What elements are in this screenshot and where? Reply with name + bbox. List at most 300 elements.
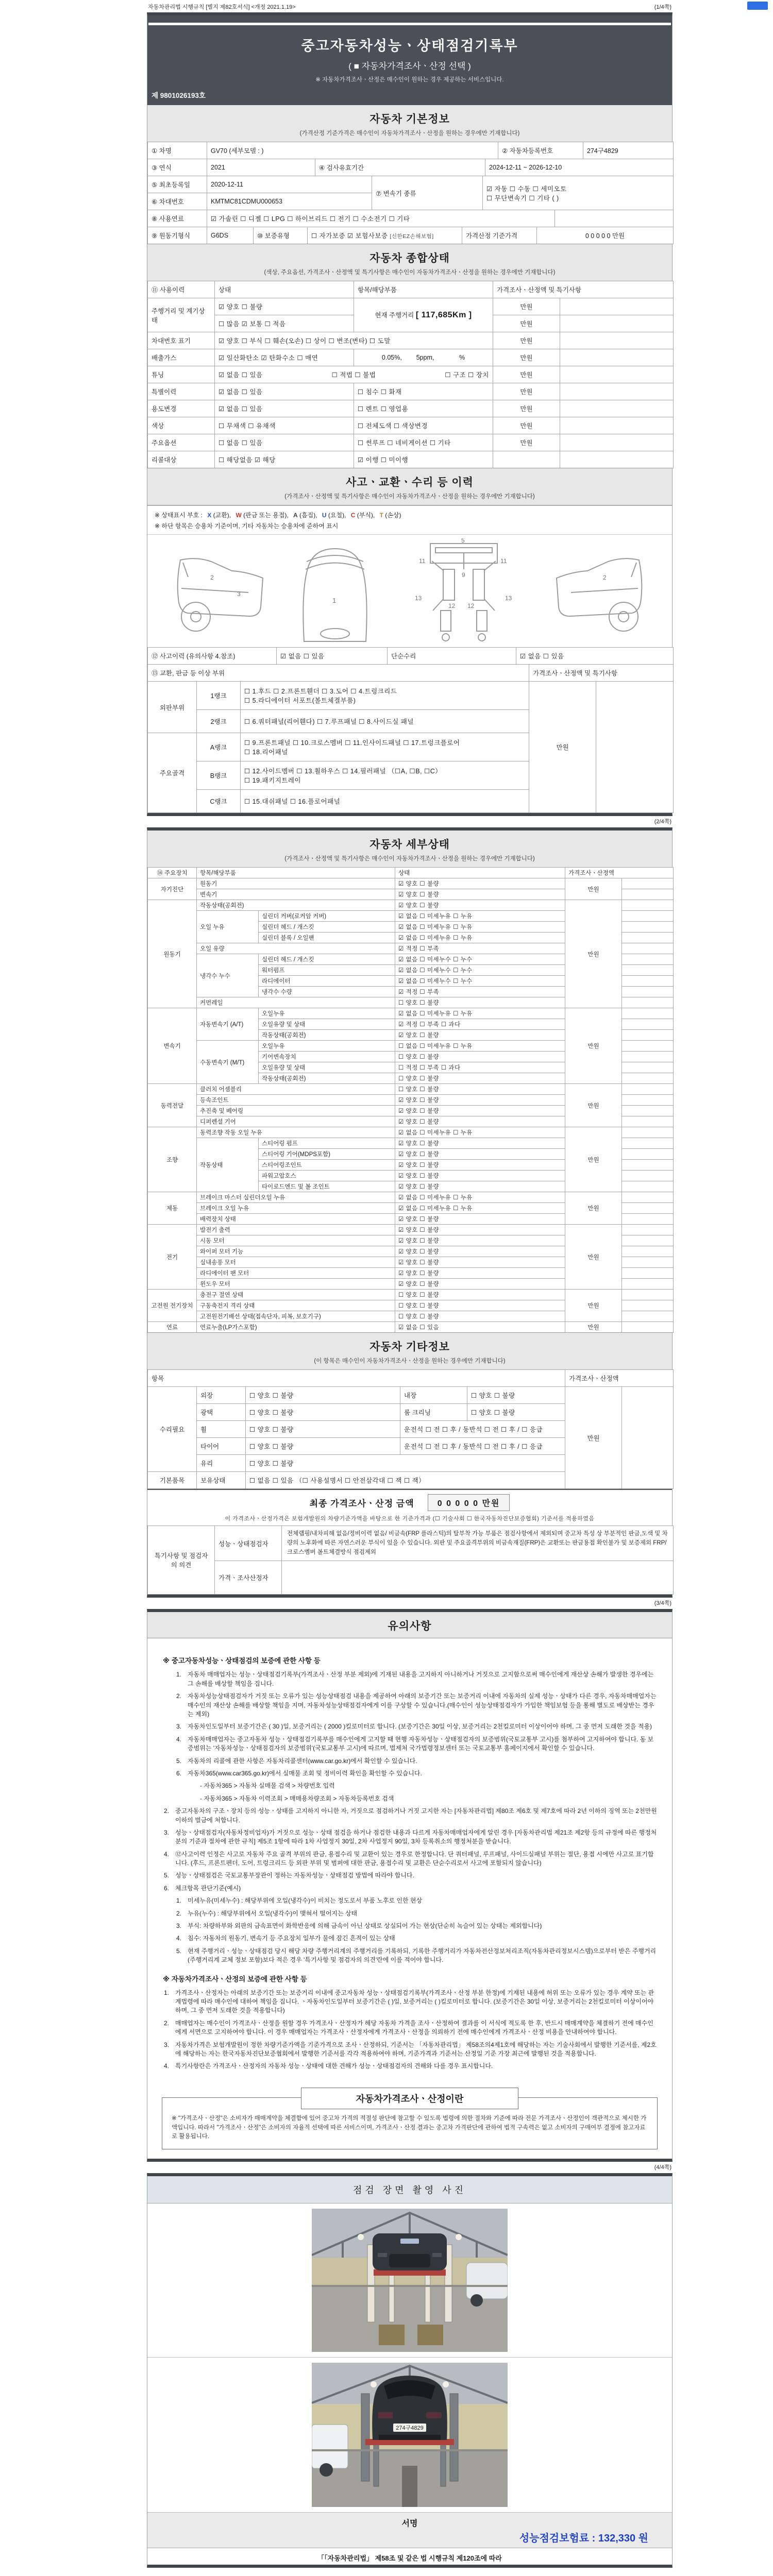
dt-tail <box>622 878 674 889</box>
dt-state chk[interactable]: ☐ 양호 ☐ 불량 <box>395 1300 565 1311</box>
vin-mark-label: 차대번호 표기 <box>148 332 215 349</box>
notice-item: 5. 현재 주행거리ㆍ성능ㆍ상태점검 당시 해당 차량 주행거리계의 주행거리를 기록하되, 기록한 주행거리가 자동차전산정보처리조직(자동차관리정보시스템)으로부터 받은 주행거리(주행거리계 교체 정보 포함)보다 적은 경우 '특기사항 및 점검자의 의견'란에 이를 적어야 합니다. <box>176 1947 657 1964</box>
dt-state chk[interactable]: ☑ 양호 ☐ 불량 <box>395 1160 565 1171</box>
etc-price: 만원 <box>565 1387 622 1489</box>
title-banner <box>147 15 672 105</box>
dt-tail <box>622 933 674 943</box>
final-price-block <box>147 1489 672 1526</box>
dt-state chk[interactable]: ☑ 없음 ☐ 미세누유 ☐ 누유 <box>395 922 565 933</box>
dt-tail <box>622 1073 674 1084</box>
infobox-body: ※ "가격조사ㆍ산정"은 소비자가 매매계약을 체결함에 있어 중고차 가격의 적절성 판단에 참고할 수 있도록 법령에 의한 절차와 기준에 따라 전문 가격조사ㆍ산정인이 객관적으로 제시한 가액입니다. 따라서 "가격조사ㆍ산정"은 소비자의 자율적 선택에 따른 서비스이며, 가격조사ㆍ산정 결과는 중고차 가격판단에 관하여 법적 구속력은 없고 소비자의 구매여부 결정에 참고자료로 활용됩니다. <box>172 2115 647 2140</box>
section-summary-note: (색상, 주요옵션, 가격조사ㆍ산정액 및 특기사항은 매수인이 자동차가격조사ㆍ산정을 원하는 경우에만 기재합니다) <box>264 269 556 276</box>
tuning-price: 만원 <box>493 366 560 383</box>
dt-state chk[interactable]: ☑ 적정 ☐ 부족 <box>395 943 565 954</box>
special-history-note <box>560 383 674 400</box>
recall-done[interactable]: ☑ 이행 ☐ 미이행 <box>354 451 493 468</box>
section-detail-note: (가격조사ㆍ산정액 및 특기사항은 매수인이 자동차가격조사ㆍ산정을 원하는 경우에만 기재합니다) <box>284 856 535 862</box>
dt-state chk[interactable]: ☑ 없음 ☐ 미세누유 ☐ 누유 <box>395 1192 565 1203</box>
exterior-state[interactable]: ☐ 양호 ☐ 불량 <box>246 1387 400 1404</box>
glass-label: 유리 <box>197 1455 246 1472</box>
rankC-items[interactable]: ☐ 15.대쉬패널 ☐ 16.플로어패널 <box>241 790 529 813</box>
notices-header <box>147 1612 672 1638</box>
dt-state chk[interactable]: ☑ 양호 ☐ 불량 <box>395 1171 565 1181</box>
dt-state chk[interactable]: ☑ 없음 ☐ 있음 <box>395 1322 565 1333</box>
notice-item: 1. 자동차 매매업자는 성능ㆍ상태점검기록부(가격조사ㆍ산정 부분 제외)에 기재된 내용을 고지하지 아니하거나 거짓으로 고지함으로써 매수인에게 재산상 손해가 발생한 경우에는 그 손해를 배상할 책임을 집니다. <box>176 1671 654 1687</box>
vin-value: KMTMC81CDMU000653 <box>207 193 372 210</box>
notice-item: - 자동차365 > 자동차 실매물 검색 > 차량번호 입력 <box>200 1782 335 1790</box>
dt-item: 연료누출(LP가스포함) <box>197 1322 395 1333</box>
dt-tail <box>622 1084 674 1095</box>
svg-text:11: 11 <box>419 557 426 565</box>
dt-tail <box>622 922 674 933</box>
polish-label: 광택 <box>197 1404 246 1421</box>
model-year-value: 2021 <box>207 159 315 176</box>
dt-tail <box>622 1192 674 1203</box>
dt-tail <box>622 1203 674 1214</box>
dt-state chk[interactable]: ☑ 없음 ☐ 미세누유 ☐ 누유 <box>395 1203 565 1214</box>
dt-item: 실린더 헤드 / 개스킷 <box>259 922 395 933</box>
dt-tail <box>622 1300 674 1311</box>
appraiser-label: 가격ㆍ조사산정자 <box>215 1561 282 1595</box>
recall-state[interactable]: ☐ 해당없음 ☑ 해당 <box>215 451 354 468</box>
status-code-letter: A <box>293 512 298 519</box>
options-state[interactable]: ☐ 없음 ☐ 있음 <box>215 434 354 451</box>
dt-item: 변속기 <box>197 889 395 900</box>
dt-tail <box>622 1225 674 1235</box>
dt-tail <box>622 1322 674 1333</box>
tire-label: 타이어 <box>197 1438 246 1455</box>
dt-state chk[interactable]: ☑ 양호 ☐ 불량 <box>395 1030 565 1041</box>
dt-item: 브레이크 오일 누유 <box>197 1203 395 1214</box>
special-history-kind[interactable]: ☐ 침수 ☐ 화재 <box>354 383 493 400</box>
page-1 <box>147 12 673 816</box>
tuning-state[interactable] <box>215 366 493 383</box>
dt-state chk[interactable]: ☑ 없음 ☐ 미세누유 ☐ 누유 <box>395 933 565 943</box>
dt-group: 조향 <box>148 1127 197 1192</box>
dt-state chk[interactable]: ☑ 없음 ☐ 미세누수 ☐ 누수 <box>395 976 565 987</box>
dt-item: 구동축전지 격리 상태 <box>197 1300 395 1311</box>
mileage-note-1 <box>560 298 674 315</box>
summary-col-state: 상태 <box>215 281 354 298</box>
dt-state chk[interactable]: ☑ 없음 ☐ 미세누유 ☐ 누유 <box>395 1127 565 1138</box>
dt-state chk[interactable]: ☑ 양호 ☐ 불량 <box>395 1279 565 1290</box>
rank1-line1[interactable]: ☐ 1.후드 ☐ 2.프론트휀더 ☐ 3.도어 ☐ 4.트렁크리드 <box>244 688 397 695</box>
status-code-label: (판금 또는 용접), <box>241 512 291 519</box>
dt-item: 실린더 블록 / 오일팬 <box>259 933 395 943</box>
roomclean-state[interactable]: ☐ 양호 ☐ 불량 <box>467 1404 565 1421</box>
dt-item: 실내송풍 모터 <box>197 1257 395 1268</box>
dt-tail <box>622 1116 674 1127</box>
status-code-label: (손상) <box>383 512 401 519</box>
dt-state chk[interactable]: ☑ 양호 ☐ 불량 <box>395 1181 565 1192</box>
reg-number-label: ② 자동차등록번호 <box>498 142 583 159</box>
dt-item: 배력장치 상태 <box>197 1214 395 1225</box>
notice-item: 2. 중고자동차의 구조ㆍ장치 등의 성능ㆍ상태를 고지하지 아니한 자, 거짓으로 점검하거나 거짓 고지한 자는 [자동차관리법] 제80조 제6호 및 제7호에 따라 2년 이하의 징역 또는 2천만원 이하의 벌금에 처합니다. <box>164 1807 657 1824</box>
dt-price: 만원 <box>565 1225 622 1290</box>
model-year-label: ③ 연식 <box>148 159 207 176</box>
color-label: 색상 <box>148 417 215 434</box>
simple-repair-label: 단순수리 <box>388 648 516 665</box>
dt-tail <box>622 1095 674 1106</box>
holding-state[interactable]: ☐ 없음 ☐ 있음 （☐ 사용설명서 ☐ 안전삼각대 ☐ 잭 ☐ 잭） <box>246 1472 565 1489</box>
etc-col-item: 항목 <box>148 1370 565 1387</box>
car-name-label: ① 차명 <box>148 142 207 159</box>
notice-item: 4. 특기사항란은 가격조사ㆍ산정자의 자동차 성능ㆍ상태에 대한 견해가 성능ㆍ상태점검자의 견해와 다를 경우 표시합니다. <box>164 2062 493 2070</box>
appraiser-opinion <box>282 1561 674 1595</box>
first-reg-label: ⑤ 최초등록일 <box>148 176 207 193</box>
dt-item: 추진축 및 베어링 <box>197 1106 395 1116</box>
glass-state[interactable]: ☐ 양호 ☐ 불량 <box>246 1455 565 1472</box>
price-appraisal-infobox <box>162 2093 658 2149</box>
summary-col-usage: ⑪ 사용이력 <box>148 281 215 298</box>
options-label: 주요옵션 <box>148 434 215 451</box>
dt-tail <box>622 1127 674 1138</box>
dt-state chk[interactable]: ☑ 양호 ☐ 불량 <box>395 1246 565 1257</box>
dt-state chk[interactable]: ☐ 양호 ☐ 불량 <box>395 1290 565 1300</box>
basic-row-5 <box>147 227 674 244</box>
transmission-label: ⑦ 변속기 종류 <box>372 176 483 210</box>
frame-label: 주요골격 <box>148 733 197 813</box>
status-code-label: (부식), <box>355 512 377 519</box>
dt-group: 원동기 <box>148 900 197 1008</box>
dt-tail <box>622 1181 674 1192</box>
first-reg-value: 2020-12-11 <box>207 176 372 193</box>
dt-tail <box>622 954 674 965</box>
emission-note <box>560 349 674 366</box>
rankB-line2[interactable]: ☐ 19.패키지트레이 <box>244 777 301 784</box>
inspection-insurance-fee: 성능점검보험료 : 132,330 원 <box>519 2533 648 2545</box>
car-diagram-side-left <box>165 539 271 642</box>
special-history-label: 특별이력 <box>148 383 215 400</box>
rankB-items[interactable] <box>241 761 529 790</box>
car-diagram-front-top <box>291 538 379 644</box>
dt-state chk[interactable]: ☑ 양호 ☐ 불량 <box>395 1149 565 1160</box>
notice-item: 3. 자동차인도일부터 보증기간은 ( 30 )일, 보증거리는 ( 2000 )킬로미터로 합니다. (보증기간은 30일 이상, 보증거리는 2천킬로미터 이상이어야 하며, 그 중 먼저 도래한 것을 적용) <box>176 1723 652 1731</box>
tuning-label: 튜닝 <box>148 366 215 383</box>
status-code-letter: X <box>207 512 212 519</box>
rank1-line2[interactable]: ☐ 5.라디에이터 서포트(볼트체결부품) <box>244 697 356 704</box>
emission-state[interactable]: ☑ 일산화탄소 ☑ 탄화수소 ☐ 매연 <box>215 349 354 366</box>
dt-tail <box>622 889 674 900</box>
rankA-label: A랭크 <box>197 733 241 761</box>
dt-state chk[interactable]: ☑ 없음 ☐ 미세누수 ☐ 누수 <box>395 965 565 976</box>
dt-tail <box>622 987 674 997</box>
dt-state chk[interactable]: ☑ 양호 ☐ 불량 <box>395 889 565 900</box>
interior-state[interactable]: ☐ 양호 ☐ 불량 <box>467 1387 565 1404</box>
dt-tail <box>622 1214 674 1225</box>
viewer-corner-badge[interactable] <box>747 2 768 10</box>
dt-state chk[interactable]: ☑ 적정 ☐ 부족 <box>395 987 565 997</box>
dt-item: 라디에이터 팬 모터 <box>197 1268 395 1279</box>
dt-state chk[interactable]: ☐ 없음 ☐ 미세누유 ☐ 누유 <box>395 1041 565 1052</box>
wheel-state[interactable]: ☐ 양호 ☐ 불량 <box>246 1421 400 1438</box>
page-marker-1: (1/4쪽) <box>654 4 671 10</box>
dt-price: 만원 <box>565 900 622 1008</box>
dt-tail <box>622 1160 674 1171</box>
dt-item: 충전구 절연 상태 <box>197 1290 395 1300</box>
dt-item: 워터펌프 <box>259 965 395 976</box>
status-code-letter: C <box>350 512 356 519</box>
section-accident-title: 사고ㆍ교환ㆍ수리 등 이력 <box>346 477 474 488</box>
dt-state chk[interactable]: ☑ 양호 ☐ 불량 <box>395 1268 565 1279</box>
dt-state chk[interactable]: ☐ 양호 ☐ 불량 <box>395 1073 565 1084</box>
dt-sub: 오일 누유 <box>197 911 259 943</box>
summary-col-price: 가격조사ㆍ산정액 및 특기사항 <box>493 281 674 298</box>
etc-note <box>622 1387 674 1489</box>
final-price-note: 이 가격조사ㆍ산정가격은 보험개발원의 차량기준가액을 바탕으로 한 기준가격과 (☐ 기술사회 ☐ 한국자동차진단보증협회) 기준서를 적용하였음 <box>225 1516 595 1522</box>
tuning-exist[interactable]: ☑ 없음 ☐ 있음 <box>219 371 263 379</box>
engine-type-label: ⑨ 원동기형식 <box>148 227 207 244</box>
section-accident-header <box>147 468 672 505</box>
warranty-options[interactable]: ☐ 자가보증 ☑ 보험사보증 <box>311 232 388 240</box>
summary-col-item: 항목/해당부품 <box>354 281 493 298</box>
page-marker-2: (2/4쪽) <box>654 819 671 825</box>
mileage-price-1: 만원 <box>493 298 560 315</box>
recall-price <box>493 451 560 468</box>
polish-state[interactable]: ☐ 양호 ☐ 불량 <box>246 1404 400 1421</box>
notices-title: 유의사항 <box>388 1620 432 1633</box>
dt-item: 스티어링 기어(MDPS포함) <box>259 1149 395 1160</box>
dt-state chk[interactable]: ☐ 양호 ☐ 불량 <box>395 1052 565 1062</box>
inspection-period-value: 2024-12-11 ~ 2026-12-10 <box>485 159 674 176</box>
notice-heading: ※ 자동차가격조사ㆍ산정의 보증에 관한 사항 등 <box>163 1975 307 1983</box>
dt-state chk[interactable]: ☑ 양호 ☐ 불량 <box>395 878 565 889</box>
tuning-kind[interactable]: ☐ 구조 ☐ 장치 <box>445 371 489 379</box>
photo-rear-lift <box>312 2363 508 2507</box>
basic-row-2 <box>147 159 674 176</box>
dt-tail <box>622 911 674 922</box>
transmission-line-2[interactable]: ☐ 무단변속기 ☐ 기타 ( ) <box>486 194 559 202</box>
dt-state chk[interactable]: ☐ 양호 ☐ 불량 <box>395 1084 565 1095</box>
dt-tail <box>622 1235 674 1246</box>
svg-text:13: 13 <box>505 594 512 602</box>
photo-license-plate: 274구4829 <box>396 2425 424 2432</box>
dt-item: 오일유량 및 상태 <box>259 1019 395 1030</box>
color-kind[interactable]: ☐ 전체도색 ☐ 색상변경 <box>354 417 493 434</box>
transmission-checkboxes[interactable] <box>483 176 674 210</box>
remarks-table <box>147 1526 674 1595</box>
inspector-opinion: 전체랩핑/내차피해 없음/정비이력 없음/ 비금속(FRP 플라스틱)의 탈부착 가능 부품은 점검사항에서 제외되며 중고차 특성 상 부분적인 판금,도색 및 차량의 노후화에 따른 자연스러운 부식이 있을 수 있습니다. 외판 및 주요골격부위의 비금속재질(FRP)은 교환또는 판금용접 확인불가 및 보증제외 FRP/크로스멤버 볼트체결방식 점검제외 <box>282 1526 674 1561</box>
notice-item: 4. 침수: 자동차의 원동기, 변속기 등 주요장치 일부가 물에 잠긴 흔적이 있는 상태 <box>176 1935 395 1942</box>
transmission-line-1[interactable]: ☑ 자동 ☐ 수동 ☐ 세미오토 <box>486 185 567 193</box>
dt-state chk[interactable]: ☐ 양호 ☐ 불량 <box>395 1311 565 1322</box>
notice-item: 6. 자동차365(www.car365.go.kr)에서 실매물 조회 및 정비이력 확인을 확인할 수 있습니다. <box>176 1769 422 1777</box>
status-code-letter: W <box>236 512 242 519</box>
usage-change-state[interactable]: ☑ 없음 ☐ 있음 <box>215 400 354 417</box>
vin-mark-note <box>560 332 674 349</box>
dt-tail <box>622 1041 674 1052</box>
dt-price: 만원 <box>565 1322 622 1333</box>
dt-item: 작동상태(공회전) <box>259 1030 395 1041</box>
dt-price: 만원 <box>565 878 622 900</box>
svg-text:2: 2 <box>603 574 607 581</box>
dt-item: 스티어링조인트 <box>259 1160 395 1171</box>
dt-item: 브레이크 마스터 실린더오일 누유 <box>197 1192 395 1203</box>
dt-tail <box>622 1106 674 1116</box>
exterior-label: 외장 <box>197 1387 246 1404</box>
dt-item: 냉각수 수량 <box>259 987 395 997</box>
mileage-state-1[interactable]: ☑ 양호 ☐ 불량 <box>215 298 354 315</box>
mileage-item-cell <box>354 298 493 332</box>
dt-tail <box>622 1030 674 1041</box>
warranty-insurer: [신한EZ손해보험] <box>390 233 434 240</box>
usage-change-label: 용도변경 <box>148 400 215 417</box>
color-note <box>560 417 674 434</box>
dt-state chk[interactable]: ☑ 없음 ☐ 미세누유 ☐ 누유 <box>395 911 565 922</box>
section-summary-title: 자동차 종합상태 <box>369 252 450 264</box>
section-etc-note: (이 항목은 매수인이 자동차가격조사ㆍ산정을 원하는 경우에만 기재합니다) <box>314 1358 506 1364</box>
rankA-line2[interactable]: ☐ 18.리어패널 <box>244 749 288 756</box>
interior-label: 내장 <box>400 1387 467 1404</box>
document-number: 제 9801026193호 <box>152 92 206 99</box>
status-code-legend <box>204 512 401 519</box>
rank-price: 만원 <box>529 682 596 813</box>
emission-values: 0.05%, 5ppm, % <box>354 349 493 366</box>
rank2-items[interactable]: ☐ 6.쿼터패널(리어휀다) ☐ 7.루프패널 ☐ 8.사이드실 패널 <box>241 710 529 733</box>
banner-stripe <box>148 23 671 25</box>
section-basic-title: 자동차 기본정보 <box>369 113 450 125</box>
mileage-state-2[interactable]: ☐ 많음 ☑ 보통 ☐ 적음 <box>215 315 354 332</box>
base-price-label: 가격산정 기준가격 <box>462 227 537 244</box>
final-price-label: 최종 가격조사ㆍ산정 금액 <box>309 1499 414 1509</box>
dt-group: 전기 <box>148 1225 197 1290</box>
status-code-label: (교환), <box>211 512 233 519</box>
section-detail-header <box>147 831 672 868</box>
dt-price: 만원 <box>565 1192 622 1225</box>
dt-state chk[interactable]: ☑ 없음 ☐ 미세누유 ☐ 누유 <box>395 1008 565 1019</box>
dt-price: 만원 <box>565 1127 622 1192</box>
page-marker-4: (4/4쪽) <box>654 2164 671 2171</box>
basic-row-1 <box>147 142 674 159</box>
signature-label: 서명 <box>401 2519 418 2529</box>
notice-item: 5. 성능ㆍ상태점검은 국토교통부장관이 정하는 자동차성능ㆍ상태점검 방법에 따라야 합니다. <box>164 1872 414 1879</box>
dt-state chk[interactable]: ☑ 적정 ☐ 부족 ☐ 과다 <box>395 1019 565 1030</box>
svg-text:13: 13 <box>415 594 422 602</box>
inspector-label: 성능ㆍ상태점검자 <box>215 1526 282 1561</box>
accident-history-label: ⑫ 사고이력 (유의사항 4.참조) <box>148 648 277 665</box>
rankA-line1[interactable]: ☐ 9.프론트패널 ☐ 10.크로스멤버 ☐ 11.인사이드패널 ☐ 17.트렁크플로어 <box>244 739 460 747</box>
regulation-reference: 자동차관리법 시행규칙 [별지 제82호서식] <개정 2021.1.19> <box>148 4 296 10</box>
dt-state chk[interactable]: ☑ 양호 ☐ 불량 <box>395 1235 565 1246</box>
fuel-checkboxes[interactable]: ☑ 가솔린 ☐ 디젤 ☐ LPG ☐ 하이브리드 ☐ 전기 ☐ 수소전기 ☐ 기타 <box>207 210 555 227</box>
dt-state chk[interactable]: ☑ 양호 ☐ 불량 <box>395 1106 565 1116</box>
dt-tail <box>622 965 674 976</box>
vin-mark-state[interactable]: ☑ 양호 ☐ 부식 ☐ 훼손(오손) ☐ 상이 ☐ 변조(변타) ☐ 도말 <box>215 332 493 349</box>
rankC-label: C랭크 <box>197 790 241 813</box>
notice-item: - 자동차365 > 자동차 이력조회 > 매매용차량조회 > 자동차등록번호 검색 <box>200 1794 394 1802</box>
form-title-note: ※ 자동차가격조사ㆍ산정은 매수인이 원하는 경우 제공하는 서비스입니다. <box>315 77 504 83</box>
dt-item: 오일누유 <box>259 1008 395 1019</box>
accident-history-row <box>147 647 674 665</box>
rankB-label: B랭크 <box>197 761 241 790</box>
basic-row-4 <box>147 210 674 227</box>
svg-text:9: 9 <box>462 571 465 579</box>
rankA-items[interactable] <box>241 733 529 761</box>
simple-repair-state[interactable]: ☑ 없음 ☐ 있음 <box>516 648 674 665</box>
notice-item: 3. 자동차가격은 보험개발원이 정한 차량기준가액을 기준가격으로 조사ㆍ산정하되, 기준서는 「자동차관리법」 제58조의4제1호에 해당하는 자는 기술사회에서 발행한 기준서를, 제2호에 해당하는 자는 한국자동차진단보증협회에서 발행한 기준서를 각각 적용하여야 하며, 기준가격과 기준서는 산정일 기준 가장 최근에 발행된 것을 적용합니다. <box>164 2041 657 2057</box>
dt-state chk[interactable]: ☑ 양호 ☐ 불량 <box>395 1138 565 1149</box>
infobox-title: 자동차가격조사ㆍ산정이란 <box>301 2088 518 2109</box>
status-code-legend-2: ※ 하단 항목은 승용차 기준이며, 기타 자동차는 승용차에 준하여 표시 <box>155 522 339 530</box>
repair-needed-label: 수리필요 <box>148 1387 197 1472</box>
usage-change-kind[interactable]: ☐ 렌트 ☐ 영업용 <box>354 400 493 417</box>
dt-state chk[interactable]: ☑ 양호 ☐ 불량 <box>395 1095 565 1106</box>
dt-item: 파워고압호스 <box>259 1171 395 1181</box>
special-history-state[interactable]: ☑ 없음 ☐ 있음 <box>215 383 354 400</box>
dt-item: 작동상태(공회전) <box>197 900 395 911</box>
accident-history-state[interactable]: ☑ 없음 ☐ 있음 <box>277 648 388 665</box>
usage-change-price: 만원 <box>493 400 560 417</box>
dt-state chk[interactable]: ☐ 적정 ☐ 부족 ☐ 과다 <box>395 1062 565 1073</box>
notice-heading: ※ 중고자동차성능ㆍ상태점검의 보증에 관한 사항 등 <box>163 1657 321 1665</box>
notice-item: 1. 미세누유(미세누수) : 해당부위에 오일(냉각수)이 비치는 정도로서 부품 노후로 인한 현상 <box>176 1897 423 1905</box>
base-price-value: 0 0 0 0 0 만원 <box>537 227 674 244</box>
dt-state chk[interactable]: ☑ 양호 ☐ 불량 <box>395 1116 565 1127</box>
dt-item: 시동 모터 <box>197 1235 395 1246</box>
exchange-header: ⑬ 교환, 판금 등 이상 부위 <box>148 665 529 682</box>
mileage-note-2 <box>560 315 674 332</box>
basic-items-label: 기본품목 <box>148 1472 197 1489</box>
notice-item: 1. 가격조사ㆍ산정자는 아래의 보증기간 또는 보증거리 이내에 중고자동차 성능ㆍ상태점검기록부(가격조사ㆍ산정 부분 한정)에 기재된 내용에 허위 또는 오류가 있는 경우 계약 또는 관계법령에 따라 매수인에 대하여 책임을 집니다. ㆍ자동차인도일부터 보증기간은 ( )일, 보증거리는 ( )킬로미터로 합니다. (보증기간은 30일 이상, 보증거리는 2천킬로미터 이상이어야 하며, 그 중 먼저 도래한 것을 적용합니다) <box>164 1989 654 2014</box>
notice-item: 4. 자동차매매업자는 중고자동차 성능ㆍ상태점검기록부를 매수인에게 고지할 때 현행 자동차성능ㆍ상태점검자의 보증범위(국토교통부 고시)를 첨부하여 고지하여야 합니다. 동 보증범위는 '자동차성능ㆍ상태점검자의 보증범위'(국토교통부 고시)에 따르며, 법제처 국가법령정보센터 또는 국토교통부 홈페이지에서 확인할 수 있습니다. <box>176 1735 654 1752</box>
dt-item: 라디에이터 <box>259 976 395 987</box>
fuel-spacer-cell <box>555 210 674 227</box>
rankB-line1[interactable]: ☐ 12.사이드멤버 ☐ 13.휠하우스 ☐ 14.필러패널 （☐A, ☐B, ☐C） <box>244 768 442 775</box>
dt-tail <box>622 1019 674 1030</box>
tuning-legal[interactable]: ☐ 적법 ☐ 불법 <box>331 371 376 379</box>
dt-state chk[interactable]: ☑ 양호 ☐ 불량 <box>395 1257 565 1268</box>
dt-state chk[interactable]: ☐ 양호 ☐ 불량 <box>395 997 565 1008</box>
tire-state[interactable]: ☐ 양호 ☐ 불량 <box>246 1438 400 1455</box>
dt-group: 연료 <box>148 1322 197 1333</box>
signature-block <box>147 2513 672 2548</box>
form-subtitle: ( ■ 자동차가격조사ㆍ산정 선택 ) <box>348 61 471 71</box>
dt-item: 클러치 어셈블리 <box>197 1084 395 1095</box>
footer-law-reference: 「「자동차관리법」 제58조 및 같은 법 시행규칙 제120조에 따라 <box>317 2554 502 2563</box>
dt-state chk[interactable]: ☑ 양호 ☐ 불량 <box>395 1214 565 1225</box>
warranty-type-checkboxes[interactable] <box>308 227 462 244</box>
dt-state chk[interactable]: ☑ 없음 ☐ 미세누수 ☐ 누수 <box>395 954 565 965</box>
dt-tail <box>622 1290 674 1300</box>
dt-group: 자기진단 <box>148 878 197 900</box>
dt-item: 실린더 커버(로커암 커버) <box>259 911 395 922</box>
inspection-photo-front <box>147 2204 672 2358</box>
dt-sub: 수동변속기 (M/T) <box>197 1041 259 1084</box>
status-code-letter: T <box>379 512 383 519</box>
dt-state chk[interactable]: ☑ 양호 ☐ 불량 <box>395 1225 565 1235</box>
dt-item: 오일 유량 <box>197 943 395 954</box>
dt-tail <box>622 1257 674 1268</box>
dt-group: 고전원 전기장치 <box>148 1290 197 1322</box>
fuel-label: ⑧ 사용연료 <box>148 210 207 227</box>
form-reference-line <box>147 0 673 12</box>
car-damage-diagrams <box>147 534 672 648</box>
dt-state chk[interactable]: ☑ 양호 ☐ 불량 <box>395 900 565 911</box>
dt-item: 오일유량 및 상태 <box>259 1062 395 1073</box>
wheel-detail[interactable]: 운전석 ☐ 전 ☐ 후 / 동반석 ☐ 전 ☐ 후 / ☐ 응급 <box>400 1421 565 1438</box>
options-kind[interactable]: ☐ 썬루프 ☐ 네비게이션 ☐ 기타 <box>354 434 493 451</box>
dt-price: 만원 <box>565 1290 622 1322</box>
rank1-items[interactable] <box>241 682 529 710</box>
color-state[interactable]: ☐ 무채색 ☐ 유채색 <box>215 417 354 434</box>
dt-tail <box>622 1268 674 1279</box>
remarks-label: 특기사항 및 점검자의 의견 <box>148 1526 215 1595</box>
dt-price: 만원 <box>565 1008 622 1084</box>
mileage-value: [ 117,685Km ] <box>415 311 472 319</box>
roomclean-label: 룸 크리닝 <box>400 1404 467 1421</box>
detail-col-state: 상태 <box>395 868 565 878</box>
tire-detail[interactable]: 운전석 ☐ 전 ☐ 후 / 동반석 ☐ 전 ☐ 후 / ☐ 응급 <box>400 1438 565 1455</box>
